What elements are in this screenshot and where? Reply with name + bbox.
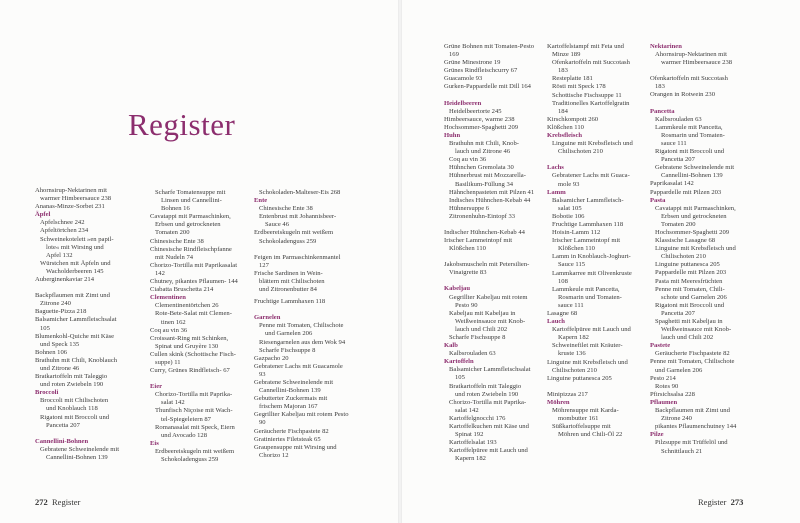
index-column-6 [650,43,736,456]
index-entry: Bohnen 16 [161,205,190,213]
index-entry: Minipizzas 217 [547,390,588,398]
index-section-heading: Clementinen [150,294,186,302]
index-entry: Lammkeule mit Pancetta, [552,285,620,293]
index-section-heading: Krebsfleisch [547,132,583,140]
index-entry: Gazpacho 20 [254,354,289,362]
index-entry: Chorizo 12 [259,451,289,459]
index-entry: Kirschkompott 260 [547,115,599,123]
index-entry: Chilischoten 210 [558,148,603,156]
index-entry: frischem Majoran 167 [259,403,318,411]
index-entry: Rigatoni mit Broccoli und [40,413,110,421]
index-section-heading: Pflaumen [650,398,678,406]
index-entry: Möhren und Chili-Öl 22 [558,431,623,439]
index-entry: 93 [259,370,266,378]
footer-label-right: Register [698,497,727,507]
index-entry: Rotes 90 [655,382,679,390]
index-column-2 [150,189,238,464]
index-entry: Cullen skink (Schottische Fisch- [150,350,236,358]
index-entry: Pfirsichsalsa 228 [650,390,695,398]
index-entry: mole 93 [558,180,580,188]
index-entry: Gegrillter Kabeljau mit rotem [449,293,528,301]
index-entry: 90 [259,419,266,427]
index-entry: Weißweinsauce mit Knob- [661,326,732,334]
index-section-heading: Eier [150,383,163,391]
index-section-heading: Lauch [547,318,565,326]
index-entry: Pesto 214 [650,374,676,382]
index-entry: 184 [558,107,568,115]
index-entry: Sauce 46 [265,221,289,229]
spacer [650,67,736,75]
index-entry: Spinat 192 [455,431,484,439]
index-entry: Gurken-Pappardelle mit Dill 164 [444,83,531,91]
index-entry: Kartoffelkuchen mit Käse und [449,423,529,431]
index-entry: Schokoladen-Malteser-Eis 268 [259,189,341,196]
index-entry: Blumenkohl-Quiche mit Käse [35,332,115,340]
index-entry: Brathuhn mit Chili, Knoblauch [35,356,118,364]
page-number-left: 272 [35,497,48,507]
index-entry: Süßkartoffelsuppe mit [552,423,611,431]
index-entry: pikantes Pflaumenchutney 144 [655,423,737,431]
index-entry: Linguine puttanesca 205 [655,261,720,269]
footer-label-left: Register [52,497,81,507]
index-entry: 127 [259,261,269,269]
index-entry: Hoisin-Lamm 112 [552,229,601,237]
index-entry: Apfelschnee 242 [40,219,85,227]
index-entry: Feigen im Parmaschinkenmantel [254,253,341,261]
index-entry: Gebratener Lachs mit Guaca- [552,172,630,180]
index-section-heading: Garnelen [254,314,281,322]
index-entry: kruste 136 [558,350,586,358]
index-entry: Balsamicher Lammfleischsalat [35,316,117,324]
index-entry: Indischer Hühnchen-Kebab 44 [444,228,525,236]
index-entry: und Garnelen 206 [655,366,703,374]
index-section-heading: Pancetta [650,107,675,115]
index-entry: Balsamicher Lammfleisch- [552,196,624,204]
spacer [35,284,119,292]
page-number-right: 273 [730,497,744,507]
index-entry: Rosmarin und Tomaten- [661,131,725,139]
index-entry: Coq au vin 36 [150,326,188,334]
index-entry: 183 [655,83,665,91]
spacer [444,253,534,261]
index-entry: Würstchen mit Äpfeln und [40,259,111,267]
index-entry: Kartoffelgnocchi 176 [449,414,506,422]
index-entry: Lammkarree mit Olivenkruste [552,269,632,277]
index-entry: Sauce 115 [558,261,586,269]
index-entry: mit Nudeln 74 [155,253,194,261]
index-entry: Klößchen 110 [547,123,584,131]
index-entry: schote und Garnelen 206 [661,293,727,301]
index-entry: 169 [449,51,459,59]
index-entry: und Garnelen 206 [265,330,313,338]
index-entry: Indisches Hühnchen-Kebab 44 [449,196,531,204]
index-section-heading: Möhren [547,398,570,406]
index-entry: Backpflaumen mit Zimt und [655,407,730,415]
index-entry: Lamm in Knoblauch-Joghurt- [552,253,631,261]
index-entry: Chorizo-Tortilla mit Paprikasalat [150,261,238,269]
index-entry: 105 [455,374,465,382]
index-entry: Penne mit Tomaten, Chilischote [650,358,735,366]
index-entry: Cannellini-Bohnen 139 [46,453,108,461]
index-column-3 [254,189,349,460]
index-entry: Ofenkartoffeln mit Succotash [650,75,728,83]
index-entry: Riesengarnelen aus dem Wok 94 [259,338,346,346]
index-entry: und Zitrone 46 [40,364,80,372]
index-entry: Zitrone 240 [661,415,692,423]
index-section-heading: Äpfel [35,211,51,219]
index-entry: Kartoffelsalat 193 [449,439,497,447]
index-entry: und Knoblauch 118 [46,405,98,413]
index-entry: Schweinekotelett »en papil- [40,235,114,243]
index-entry: Graupensuppe mit Wirsing und [254,443,337,451]
index-entry: Irischer Lammeintopf mit [444,237,513,245]
index-entry: Linguine mit Krebsfleisch und [552,140,633,148]
index-entry: Kartoffelstampf mit Feta und [547,43,624,50]
index-entry: und roten Zwiebeln 190 [455,390,519,398]
index-entry: Pilzsuppe mit Trüffelöl und [655,439,728,447]
index-entry: Rote-Bete-Salat mit Clemen- [155,310,232,318]
spacer [254,306,349,314]
index-section-heading: Lamm [547,188,566,196]
index-entry: Apfeltörtchen 234 [40,227,89,235]
index-column-5 [547,43,633,439]
index-entry: Kapern 182 [558,334,589,342]
spacer [444,221,534,229]
index-entry: Zitronenhuhn-Eintopf 33 [449,212,516,220]
index-entry: Frische Sardinen in Wein- [254,269,323,277]
index-entry: Hühnersuppe 6 [449,204,490,212]
index-entry: Minze 189 [552,51,581,59]
spacer [650,100,736,108]
index-entry: Kartoffelpüree mit Lauch und [449,447,528,455]
index-entry: 108 [558,277,568,285]
index-entry: Ofenkartoffeln mit Succotash [552,59,630,67]
index-entry: Chutney, pikantes Pflaumen- 144 [150,278,238,286]
spacer [547,156,633,164]
index-entry: Linguine mit Krebsfleisch und [547,358,628,366]
index-entry: Paprikasalat 142 [650,180,694,188]
index-entry: Lasagne 68 [547,310,578,317]
index-entry: Pancetta 207 [661,309,695,317]
index-entry: Schweinefilet mit Kräuter- [552,342,623,350]
index-entry: salat 105 [558,204,582,212]
index-entry: sauce 111 [661,139,687,147]
index-section-heading: Eis [150,439,159,447]
index-entry: salat 142 [455,406,479,414]
index-entry: Brathuhn mit Chili, Knob- [449,140,519,148]
index-entry: Penne mit Tomaten, Chili- [655,285,725,293]
index-section-heading: Pilze [650,431,664,439]
index-entry: lauch und Chili 202 [661,334,714,342]
index-entry: und roten Zwiebeln 190 [40,381,104,389]
index-entry: und Speck 135 [40,340,80,348]
index-section-heading: Pasta [650,196,666,204]
index-entry: Kabeljau mit Kabeljau in [449,309,516,317]
index-entry: Hähnchenpasteten mit Pilzen 41 [449,188,535,196]
index-entry: Chorizo-Tortilla mit Paprika- [449,398,527,406]
index-entry: Thunfisch Niçoise mit Wach- [155,407,233,415]
index-section-heading: Ente [254,197,268,205]
index-entry: Guacamole 93 [444,75,483,83]
index-entry: Rösti mit Speck 178 [552,83,606,91]
index-entry: Kartoffelpüree mit Lauch und [552,326,631,334]
index-entry: Pancetta 207 [46,421,80,429]
index-entry: Chorizo-Tortilla mit Paprika- [155,391,233,399]
index-entry: Tomaten 200 [661,220,696,228]
index-section-heading: Lachs [547,164,564,172]
index-entry: Chinesische Rindfleischpfanne [150,245,232,253]
index-entry: und Avocado 128 [161,431,208,439]
index-entry: lote« mit Wirsing und [46,243,104,251]
index-entry: Broccoli mit Chilischoten [40,397,109,405]
index-entry: Chilischoten 210 [552,366,597,374]
index-entry: Cavatappi mit Parmaschinken, [655,204,736,212]
index-column-4 [444,43,534,464]
index-entry: Schokoladenguss 259 [259,237,317,245]
index-entry: Ahornsirup-Nektarinen mit [35,187,107,194]
index-section-heading: Cannellini-Bohnen [35,437,89,445]
index-entry: Jakobsmuscheln mit Petersilien- [444,261,530,269]
index-entry: Scharfe Fischsuppe 8 [449,334,506,341]
index-entry: Curry, Grünes Rindfleisch- 67 [150,367,230,375]
index-entry: blättern mit Chilischoten [259,277,325,285]
index-entry: Geräucherte Fischpastete 82 [655,350,730,358]
index-entry: suppe) 11 [155,358,181,366]
index-entry: warmer Himbeersauce 238 [661,59,733,67]
index-entry: Zitrone 240 [40,300,71,308]
index-entry: lauch und Chili 202 [455,325,508,333]
index-entry: Erdbeereiskugeln mit weißem [254,229,334,237]
index-section-heading: Broccoli [35,389,59,397]
index-entry: Orangen in Rotwein 230 [650,91,716,99]
index-entry: Rosmarin und Tomaten- [558,293,622,301]
index-entry: Irischer Lammeintopf mit [552,237,621,245]
index-entry: Scharfe Tomatensuppe mit [155,189,226,196]
index-entry: Cannellini-Bohnen 139 [661,172,723,180]
spacer [444,92,534,100]
index-entry: Ahornsirup-Nektarinen mit [655,51,727,59]
spacer [547,383,633,391]
index-entry: Rigatoni mit Broccoli und [655,148,725,156]
index-entry: Heidelbeertorte 245 [449,107,502,115]
index-entry: Kalbsrouladen 63 [655,115,702,123]
index-entry: sauce 111 [558,301,584,309]
index-entry: Wacholderbeeren 145 [46,267,104,275]
index-entry: Hochsommer-Spaghetti 209 [444,123,519,131]
index-entry: und Zitronenbutter 84 [259,286,317,294]
index-section-heading: Huhn [444,131,461,139]
index-entry: Kalbsrouladen 63 [449,350,496,358]
index-entry: Scharfe Fischsuppe 8 [259,346,316,354]
index-entry: Hochsommer-Spaghetti 209 [655,228,730,236]
right-page [402,0,800,523]
index-entry: Penne mit Tomaten, Chilischote [259,322,344,330]
index-entry: Bobotie 106 [552,212,585,220]
index-entry: Himbeersauce, warme 238 [444,115,515,123]
index-entry: Möhrensuppe mit Karda- [552,407,619,415]
index-entry: Apfel 132 [46,251,73,259]
index-entry: tinen 162 [161,318,186,326]
index-entry: Ciabatta Bruschetta 214 [150,286,214,294]
index-entry: Hühnerbrust mit Mozzarella- [449,172,526,180]
left-page [0,0,398,523]
index-entry: Grüne Minestrone 19 [444,59,501,67]
index-entry: Kapern 182 [455,455,486,463]
index-entry: Bohnen 106 [35,348,68,356]
index-entry: Geräucherte Fischpastete 82 [254,427,329,435]
index-entry: Rigatoni mit Broccoli und [655,301,725,309]
index-entry: Resteplatte 181 [552,75,593,83]
index-entry: Basilikum-Füllung 34 [455,180,514,188]
index-section-heading: Kalb [444,342,458,350]
index-entry: Klößchen 110 [558,245,595,253]
index-section-heading: Kartoffeln [444,358,474,366]
index-entry: Gebratene Schweinelende mit [655,164,735,172]
index-entry: Gebratener Lachs mit Guacamole [254,362,343,370]
index-entry: Pappardelle mit Pilzen 203 [655,269,727,277]
index-entry: Schottische Fischsuppe 11 [552,91,622,99]
index-entry: Auberginenkaviar 214 [35,276,95,284]
footer-right [698,497,743,507]
index-entry: Schokoladenguss 259 [161,456,219,463]
index-entry: Balsamicher Lammfleischsalat [449,366,531,374]
index-entry: Bratkartoffeln mit Taleggio [35,373,108,381]
spacer [444,277,534,285]
index-entry: Lammkeule mit Pancetta, [655,123,723,131]
index-entry: Gebratene Schweinelende mit [40,445,120,453]
index-entry: 142 [155,269,165,277]
index-entry: Fruchtige Lammhaxen 118 [254,298,326,306]
index-entry: Erbsen und getrockneten [155,221,221,229]
index-entry: Cannellini-Bohnen 139 [259,387,321,395]
index-entry: Linguine mit Krebsfleisch und [655,245,736,253]
index-entry: salat 142 [161,399,185,407]
index-entry: mombutter 161 [558,415,599,423]
index-entry: Pancetta 207 [661,156,695,164]
index-entry: warmer Himbeersauce 238 [40,195,112,203]
index-entry: Traditionelles Kartoffelgratin [552,99,630,107]
index-entry: Baguette-Pizza 218 [35,308,87,316]
index-entry: Pesto 90 [455,301,478,309]
spacer [150,375,238,383]
index-entry: Clementinentörtchen 26 [155,302,219,310]
index-entry: Gratiniertes Filetsteak 65 [254,435,321,443]
index-entry: Grüne Bohnen mit Tomaten-Pesto [444,43,535,50]
index-entry: Linguine puttanesca 205 [547,374,612,382]
index-entry: Cavatappi mit Parmaschinken, [150,213,231,221]
register-title: Register [128,107,236,142]
index-entry: Ananas-Minze-Sorbet 231 [35,203,105,211]
index-entry: Gebutterter Zuckermais mit [254,395,328,403]
index-column-1 [35,187,119,462]
spacer [35,430,119,438]
index-entry: Gebratene Schweinelende mit [254,378,334,386]
index-entry: Spaghetti mit Kabeljau in [655,318,723,325]
index-entry: Grünes Rindfleischcurry 67 [444,67,518,75]
index-entry: Croissant-Ring mit Schinken, [150,334,229,342]
index-section-heading: Kabeljau [444,285,471,293]
index-entry: Klassische Lasagne 68 [655,237,716,245]
index-section-heading: Nektarinen [650,43,682,50]
index-entry: Chilischoten 210 [661,253,706,261]
index-entry: Backpflaumen mit Zimt und [35,292,110,300]
index-entry: Erdbeereiskugeln mit weißem [155,447,235,455]
index-entry: Chinesische Ente 38 [259,205,313,213]
index-entry: Bratkartoffeln mit Taleggio [449,382,522,390]
index-entry: Gegrillter Kabeljau mit rotem Pesto [254,411,349,419]
footer-left [35,497,80,507]
index-entry: Tomaten 200 [155,229,190,237]
index-entry: Hühnchen Gremolata 30 [449,164,514,172]
index-entry: Vinaigrette 83 [449,269,487,277]
index-entry: Romanasalat mit Speck, Eiern [155,423,235,431]
index-entry: Pasta mit Meeresfrüchten [655,277,723,285]
index-entry: tel-Spiegeleiern 87 [161,415,211,423]
index-entry: Spinat und Gruyère 130 [155,342,219,350]
index-entry: Klößchen 110 [449,245,486,253]
index-entry: 105 [40,324,50,332]
index-section-heading: Heidelbeeren [444,99,482,107]
index-entry: Linsen und Cannellini- [161,197,222,205]
index-entry: Erbsen und getrockneten [661,212,727,220]
index-entry: lauch und Zitrone 46 [455,148,511,156]
index-section-heading: Pastete [650,342,671,350]
index-entry: Pappardelle mit Pilzen 203 [650,188,722,196]
index-entry: Schnittlauch 21 [661,447,703,455]
index-entry: Weißweinsauce mit Knob- [455,317,526,325]
index-entry: Coq au vin 36 [449,156,487,164]
index-entry: Fruchtige Lammhaxen 118 [552,220,624,228]
index-entry: Entenbrust mit Johannisbeer- [259,213,337,221]
spacer [254,246,349,254]
index-entry: 183 [558,67,568,75]
index-entry: Chinesische Ente 38 [150,237,204,245]
